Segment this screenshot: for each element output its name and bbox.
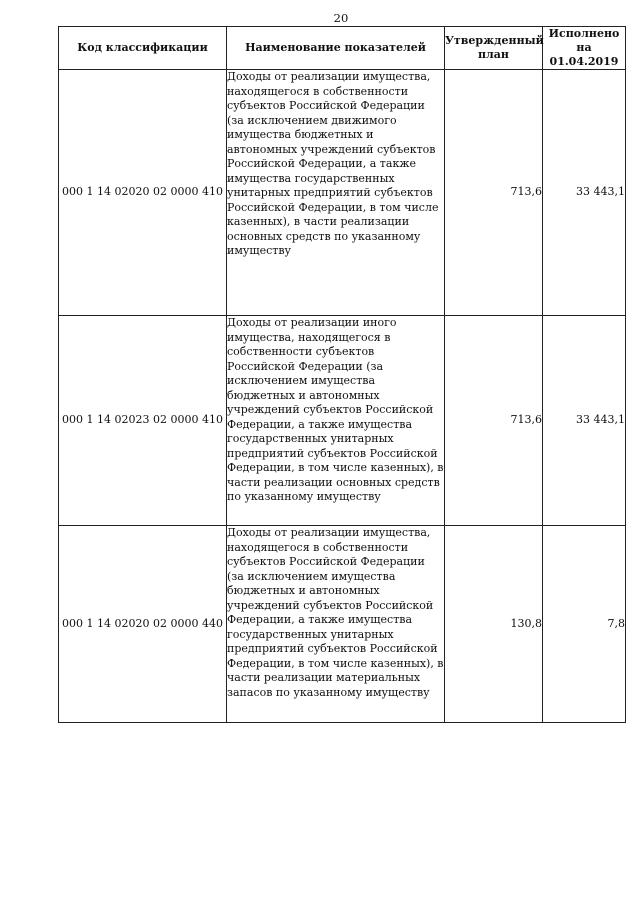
row-code: 000 1 14 02023 02 0000 410	[59, 316, 227, 526]
page-number: 20	[333, 11, 349, 25]
row-name	[227, 316, 445, 526]
table-body	[59, 70, 626, 723]
header-name: Наименование показателей	[227, 27, 445, 70]
table-row	[59, 70, 626, 316]
budget-revenue-table	[58, 26, 626, 723]
row-name-text: Доходы от реализации иного имущества, находящегося в собственности субъектов Российской Федерации (за исключением имущества бюджетных и автономных учреждений субъектов Российской Федерации, а также имущества государственных унитарных предприятий субъектов Российской Федерации, в том числе казенных), в части реализации основных средств по указанному имуществу	[227, 316, 444, 503]
row-name-text: Доходы от реализации имущества, находящегося в собственности субъектов Российской Федерации (за исключением имущества бюджетных и автономных учреждений субъектов Российской Федерации, а также имущества государственных унитарных предприятий субъектов Российской Федерации, в том числе казенных), в части реализации материальных запасов по указанному имуществу	[227, 526, 444, 699]
row-executed: 33 443,1	[543, 70, 626, 316]
table-row	[59, 316, 626, 526]
header-code: Код классификации	[59, 27, 227, 70]
row-plan: 713,6	[445, 316, 543, 526]
header-executed: Исполнено на 01.04.2019	[543, 27, 626, 70]
header-row	[59, 27, 626, 70]
row-plan: 130,8	[445, 526, 543, 723]
row-executed: 7,8	[543, 526, 626, 723]
row-code: 000 1 14 02020 02 0000 440	[59, 526, 227, 723]
row-name	[227, 70, 445, 316]
row-name-text: Доходы от реализации имущества, находящегося в собственности субъектов Российской Федерации (за исключением движимого имущества бюджетных и автономных учреждений субъектов Российской Федерации, а также имущества государственных унитарных предприятий субъектов Российской Федерации, в том числе казенных), в части реализации основных средств по указанному имуществу	[227, 70, 439, 257]
table-header	[59, 27, 626, 70]
row-name	[227, 526, 445, 723]
header-plan: Утвержденный план	[445, 27, 543, 70]
row-code: 000 1 14 02020 02 0000 410	[59, 70, 227, 316]
row-executed: 33 443,1	[543, 316, 626, 526]
row-plan: 713,6	[445, 70, 543, 316]
table-row	[59, 526, 626, 723]
